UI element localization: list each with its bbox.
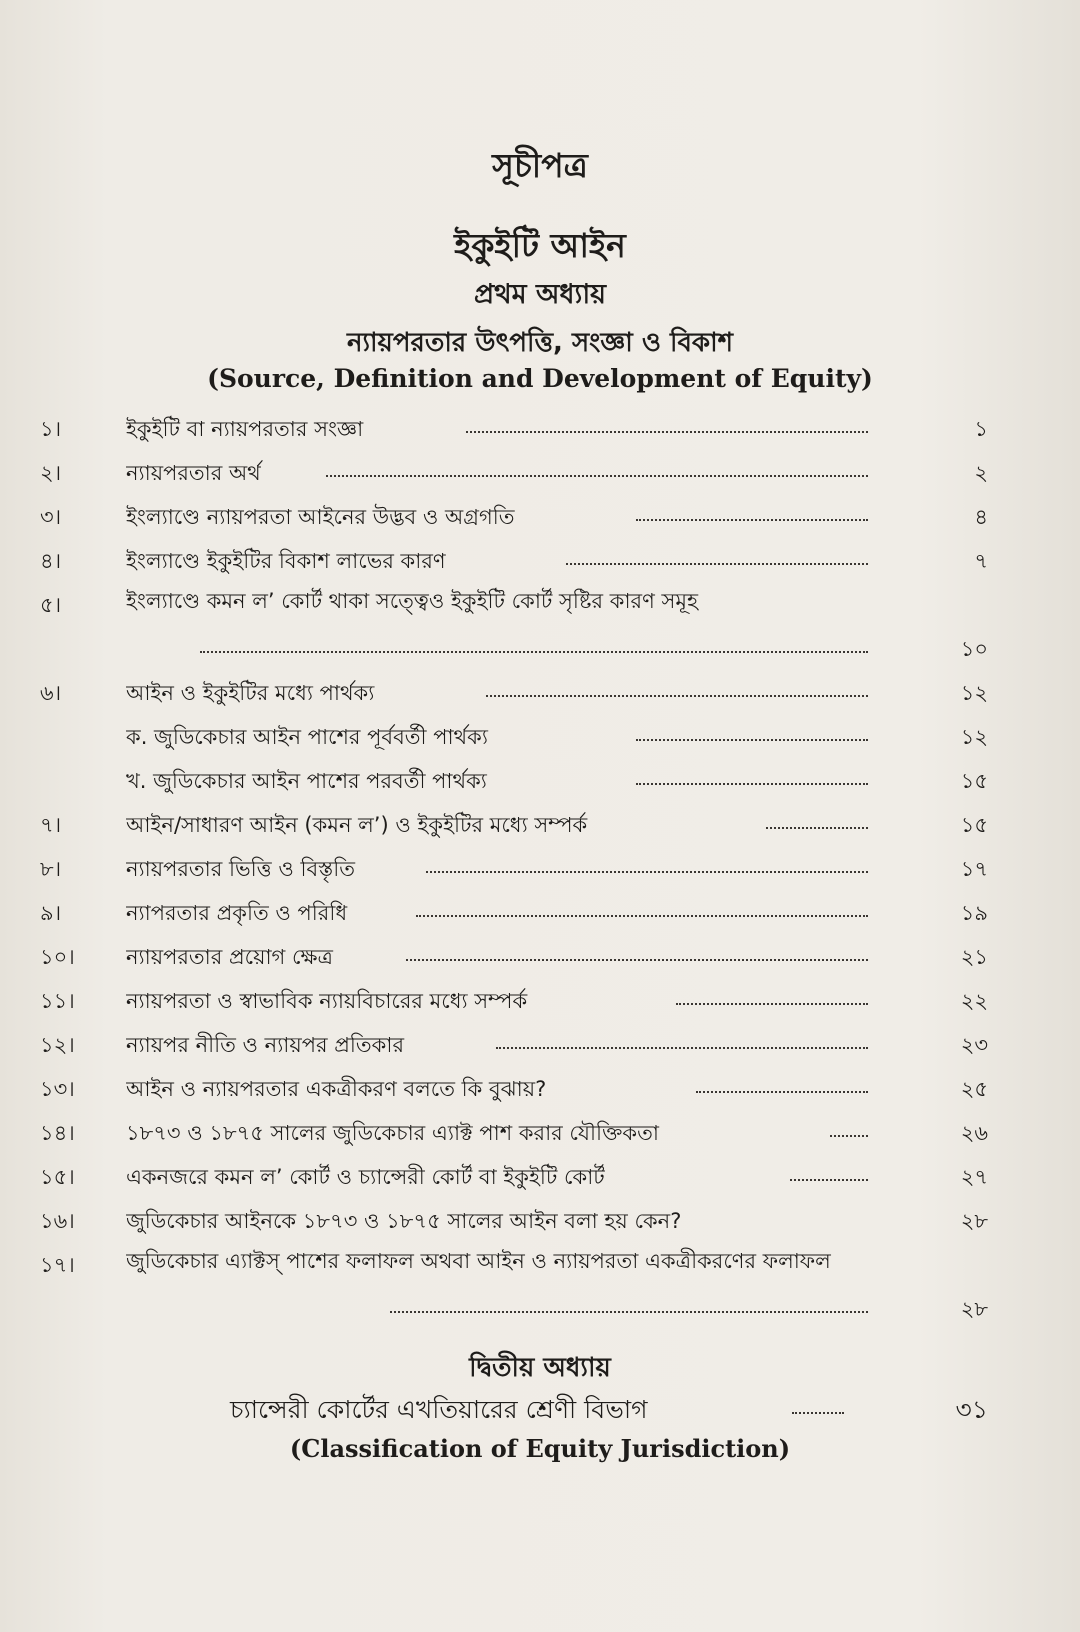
toc-row-number: ১২। (40, 1033, 75, 1057)
toc-row-label: একনজরে কমন ল’ কোর্ট ও চ্যান্সেরী কোর্ট বা ইকুইটি কোর্ট (126, 1165, 605, 1189)
toc-row-leader (766, 827, 868, 829)
toc-row-number: ১৩। (40, 1077, 75, 1101)
toc-row-number: ৫। (40, 593, 62, 617)
toc-row-leader (566, 563, 868, 565)
toc-row-leader (792, 1412, 844, 1414)
toc-row-page: ১২ (960, 725, 988, 749)
toc-row-leader (200, 651, 868, 653)
toc-row-page: ২৫ (960, 1077, 988, 1101)
chapter-1-title: প্রথম অধ্যায় (473, 279, 607, 310)
toc-row[interactable] (0, 449, 1080, 493)
toc-row-page: ৭ (974, 549, 988, 573)
toc-row-label: চ্যান্সেরী কোর্টের এখতিয়ারের শ্রেণী বিভাগ (230, 1395, 648, 1424)
chapter-2-english-subtitle: (Classification of Equity Jurisdiction) (289, 1434, 791, 1463)
toc-row-number: ৪। (40, 549, 62, 573)
toc-row-number: ১১। (40, 989, 75, 1013)
toc-row[interactable] (0, 713, 1080, 757)
toc-row-label: ইংল্যাণ্ডে ন্যায়পরতা আইনের উদ্ভব ও অগ্রগতি (126, 505, 515, 529)
toc-row-leader (696, 1091, 868, 1093)
toc-row-number: ১। (40, 417, 62, 441)
toc-row-number: ৮। (40, 857, 62, 881)
toc-row-page: ২৮ (960, 1297, 988, 1321)
toc-row-label: আইন ও ন্যায়পরতার একত্রীকরণ বলতে কি বুঝায়? (126, 1077, 547, 1101)
toc-row-number: ৬। (40, 681, 62, 705)
toc-row-number: ১৭। (40, 1253, 75, 1277)
toc-row-leader (636, 783, 868, 785)
toc-row-page: ২৮ (960, 1209, 988, 1233)
toc-row-leader (636, 739, 868, 741)
toc-row[interactable] (0, 757, 1080, 801)
toc-row[interactable] (0, 1153, 1080, 1197)
toc-row-page: ২ (974, 461, 988, 485)
toc-row-page: ৪ (974, 505, 988, 529)
chapter-1-subtitle: ন্যায়পরতার উৎপত্তি, সংজ্ঞা ও বিকাশ (346, 328, 734, 358)
toc-row[interactable] (0, 1390, 1080, 1430)
toc-row-number: ১৪। (40, 1121, 75, 1145)
chapter-2-title: দ্বিতীয় অধ্যায় (469, 1353, 611, 1383)
toc-row[interactable] (0, 581, 1080, 669)
toc-row[interactable] (0, 405, 1080, 449)
toc-row-page: ৩১ (955, 1395, 988, 1424)
toc-row-label: জুডিকেচার আইনকে ১৮৭৩ ও ১৮৭৫ সালের আইন বলা হয় কেন? (126, 1209, 682, 1233)
toc-row-label: ক. জুডিকেচার আইন পাশের পূর্ববর্তী পার্থক্য (126, 725, 488, 749)
toc-row-leader (466, 431, 868, 433)
toc-row-leader (676, 1003, 868, 1005)
toc-row-page: ১৯ (960, 901, 988, 925)
toc-row-page: ১২ (960, 681, 988, 705)
toc-row-leader (830, 1135, 868, 1137)
toc-row[interactable] (0, 801, 1080, 845)
toc-row[interactable] (0, 537, 1080, 581)
toc-row-page: ২১ (960, 945, 988, 969)
toc-row-label: ইকুইটি বা ন্যায়পরতার সংজ্ঞা (126, 417, 364, 441)
toc-row-number: ৯। (40, 901, 62, 925)
toc-row-label: ন্যায়পরতার ভিত্তি ও বিস্তৃতি (126, 857, 356, 881)
toc-row-number: ৭। (40, 813, 62, 837)
toc-row-page: ১৫ (960, 813, 988, 837)
toc-row[interactable] (0, 889, 1080, 933)
toc-row[interactable] (0, 1241, 1080, 1329)
toc-row-page: ২৩ (960, 1033, 988, 1057)
toc-row-number: ১৬। (40, 1209, 75, 1233)
toc-row-number: ১০। (40, 945, 75, 969)
toc-row[interactable] (0, 933, 1080, 977)
toc-row-label: খ. জুডিকেচার আইন পাশের পরবর্তী পার্থক্য (126, 769, 487, 793)
toc-row-label: ন্যায়পরতার অর্থ (126, 461, 261, 485)
toc-row-page: ১৭ (960, 857, 988, 881)
toc-row-number: ৩। (40, 505, 62, 529)
toc-row-number: ২। (40, 461, 62, 485)
toc-row-leader (636, 519, 868, 521)
toc-row-label: ন্যায়পরতার প্রয়োগ ক্ষেত্র (126, 945, 333, 969)
toc-row-page: ২৭ (960, 1165, 988, 1189)
toc-row-label: ন্যায়পরতা ও স্বাভাবিক ন্যায়বিচারের মধ্যে সম্পর্ক (126, 989, 528, 1013)
toc-row-label: আইন ও ইকুইটির মধ্যে পার্থক্য (126, 681, 375, 705)
book-title: ইকুইটি আইন (454, 226, 626, 265)
toc-row-page: ২৬ (960, 1121, 988, 1145)
toc-row-page: ২২ (960, 989, 988, 1013)
toc-row-page: ১ (974, 417, 988, 441)
toc-row-leader (496, 1047, 868, 1049)
toc-row-leader (390, 1311, 868, 1313)
toc-row-label: ইংল্যাণ্ডে কমন ল’ কোর্ট থাকা সত্ত্বেও ইকুইটি কোর্ট সৃষ্টির কারণ সমূহ (126, 589, 699, 613)
toc-row-leader (326, 475, 868, 477)
toc-title: সূচীপত্র (492, 146, 588, 185)
toc-row-leader (416, 915, 868, 917)
toc-row-label: ন্যায়পর নীতি ও ন্যায়পর প্রতিকার (126, 1033, 405, 1057)
toc-row-page: ১৫ (960, 769, 988, 793)
toc-row[interactable] (0, 669, 1080, 713)
toc-row-leader (406, 959, 868, 961)
toc-row[interactable] (0, 977, 1080, 1021)
toc-row-leader (426, 871, 868, 873)
toc-row-leader (486, 695, 868, 697)
toc-row-label: ১৮৭৩ ও ১৮৭৫ সালের জুডিকেচার এ্যাক্ট পাশ করার যৌক্তিকতা (126, 1121, 659, 1145)
toc-row-label: আইন/সাধারণ আইন (কমন ল’) ও ইকুইটির মধ্যে সম্পর্ক (126, 813, 588, 837)
toc-row[interactable] (0, 845, 1080, 889)
toc-row-leader (790, 1179, 868, 1181)
chapter-1-english-subtitle: (Source, Definition and Development of Equity) (207, 364, 873, 393)
toc-row[interactable] (0, 1065, 1080, 1109)
toc-row[interactable] (0, 493, 1080, 537)
toc-row[interactable] (0, 1197, 1080, 1241)
toc-row-number: ১৫। (40, 1165, 75, 1189)
toc-row[interactable] (0, 1109, 1080, 1153)
toc-row-label: জুডিকেচার এ্যাক্টস্ পাশের ফলাফল অথবা আইন ও ন্যায়পরতা একত্রীকরণের ফলাফল (126, 1249, 831, 1273)
toc-row-label: ন্যাপরতার প্রকৃতি ও পরিধি (126, 901, 348, 925)
toc-row-label: ইংল্যাণ্ডে ইকুইটির বিকাশ লাভের কারণ (126, 549, 446, 573)
toc-row-page: ১০ (960, 637, 988, 661)
toc-row[interactable] (0, 1021, 1080, 1065)
